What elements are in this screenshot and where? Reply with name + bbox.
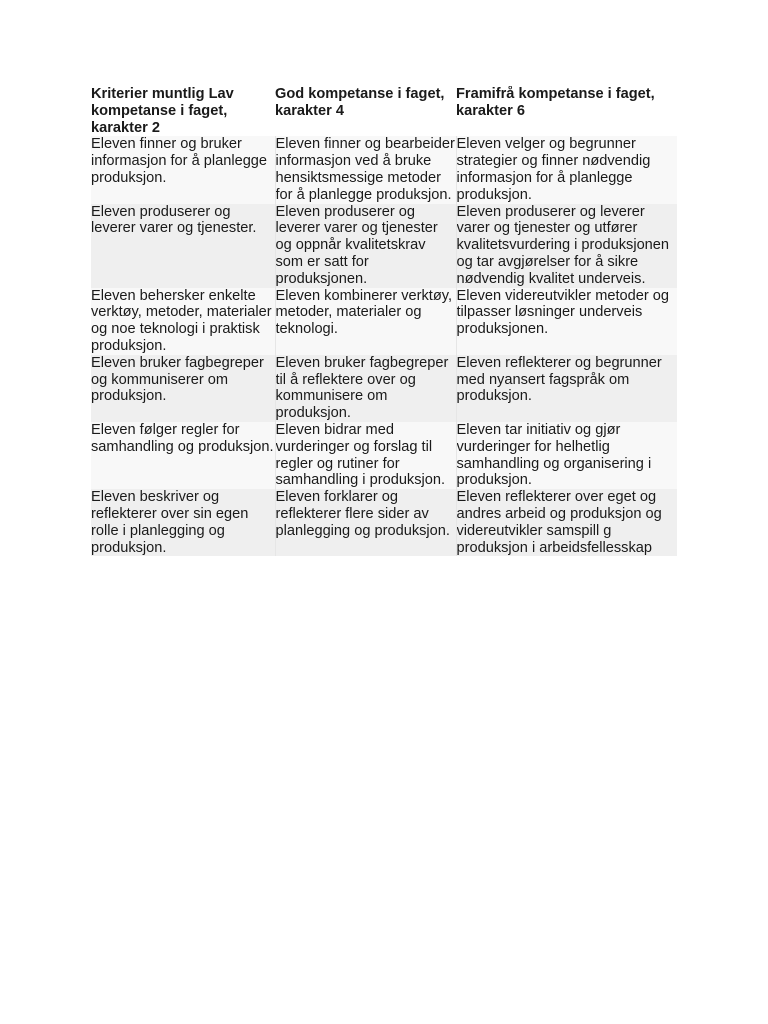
table-row xyxy=(91,489,677,556)
table-cell: Eleven forklarer og reflekterer flere sider av planlegging og produksjon. xyxy=(275,489,456,556)
table-cell: Eleven bruker fagbegreper og kommuniserer om produksjon. xyxy=(91,355,275,422)
table-cell: Eleven finner og bearbeider informasjon ved å bruke hensiktsmessige metoder for å planlegge produksjon. xyxy=(275,136,455,203)
table-row xyxy=(91,288,677,355)
table-cell: Eleven reflekterer over eget og andres arbeid og produksjon og videreutvikler samspill g produksjon i arbeidsfellesskap xyxy=(456,489,677,556)
table-header-row xyxy=(91,86,677,136)
table-cell: Eleven finner og bruker informasjon for å planlegge produksjon. xyxy=(91,136,275,203)
table-cell: Eleven videreutvikler metoder og tilpasser løsninger underveis produksjonen. xyxy=(456,288,677,355)
table-row xyxy=(91,355,677,422)
table-cell: Eleven produserer og leverer varer og tjenester. xyxy=(91,204,275,288)
table-row xyxy=(91,136,677,203)
table-cell: Eleven kombinerer verktøy, metoder, materialer og teknologi. xyxy=(275,288,456,355)
table-cell: Eleven bidrar med vurderinger og forslag til regler og rutiner for samhandling i produksjon. xyxy=(275,422,456,489)
table-cell: Eleven beskriver og reflekterer over sin egen rolle i planlegging og produksjon. xyxy=(91,489,275,556)
header-cell-grade-4: God kompetanse i faget, karakter 4 xyxy=(275,86,456,136)
assessment-rubric-table xyxy=(91,86,677,556)
table-cell: Eleven velger og begrunner strategier og finner nødvendig informasjon for å planlegge produksjon. xyxy=(456,136,677,203)
table-row xyxy=(91,422,677,489)
header-cell-grade-2: Kriterier muntlig Lav kompetanse i faget, karakter 2 xyxy=(91,86,275,136)
header-cell-grade-6: Framifrå kompetanse i faget, karakter 6 xyxy=(456,86,677,136)
table-cell: Eleven bruker fagbegreper til å reflektere over og kommunisere om produksjon. xyxy=(275,355,456,422)
table-cell: Eleven reflekterer og begrunner med nyansert fagspråk om produksjon. xyxy=(456,355,677,422)
table-cell: Eleven behersker enkelte verktøy, metoder, materialer og noe teknologi i praktisk produksjon. xyxy=(91,288,275,355)
table-cell: Eleven følger regler for samhandling og produksjon. xyxy=(91,422,275,489)
table-cell: Eleven tar initiativ og gjør vurderinger for helhetlig samhandling og organisering i produksjon. xyxy=(456,422,677,489)
table-cell: Eleven produserer og leverer varer og tjenester og oppnår kvalitetskrav som er satt for produksjonen. xyxy=(275,204,456,288)
table-cell: Eleven produserer og leverer varer og tjenester og utfører kvalitetsvurdering i produksjonen og tar avgjørelser for å sikre nødvendig kvalitet underveis. xyxy=(456,204,677,288)
table-row xyxy=(91,204,677,288)
